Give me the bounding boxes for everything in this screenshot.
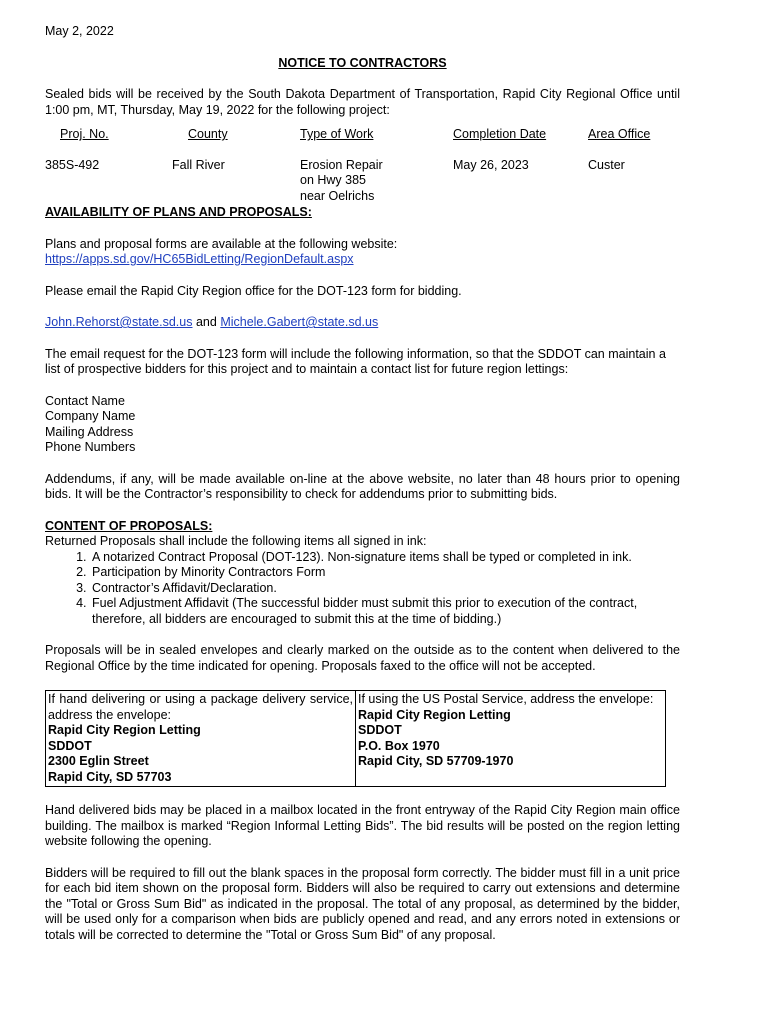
project-col-county <box>172 127 228 173</box>
notice-date: May 2, 2022 <box>45 24 114 38</box>
project-col-area-office <box>588 127 650 173</box>
required-item: 3. Contractor’s Affidavit/Declaration. <box>90 581 680 597</box>
header-type-of-work: Type of Work <box>300 127 374 141</box>
header-area-office: Area Office <box>588 127 651 141</box>
email-contacts <box>45 315 680 331</box>
intro-paragraph: Sealed bids will be received by the South Dakota Department of Transportation, Rapid City Regional Office until 1:00 pm, MT, Thursday, May 19, 2022 for the following project: <box>45 87 680 117</box>
address-line: 2300 Eglin Street <box>48 754 149 768</box>
value-proj-no: 385S-492 <box>45 157 100 172</box>
content-heading: CONTENT OF PROPOSALS: <box>45 518 213 533</box>
required-item: 1. A notarized Contract Proposal (DOT-123). Non-signature items shall be typed or completed in ink. <box>90 550 680 566</box>
header-county: County <box>188 127 228 141</box>
header-proj-no: Proj. No. <box>60 127 109 141</box>
addendums-paragraph: Addendums, if any, will be made available on-line at the above website, no later than 48 hours prior to opening bids. It will be the Contractor’s responsibility to check for addendums prior to submitting bids. <box>45 471 680 501</box>
address-line: P.O. Box 1970 <box>358 738 440 753</box>
envelope-address-table <box>45 690 666 787</box>
address-line: SDDOT <box>48 738 92 753</box>
postal-service-cell <box>356 691 666 787</box>
contact-field-item: Company Name <box>45 409 136 423</box>
value-completion-date: May 26, 2023 <box>453 157 529 172</box>
website-text: Plans and proposal forms are available at the following website: <box>45 236 398 251</box>
contact-field-item: Contact Name <box>45 393 125 408</box>
contact-fields-list <box>45 394 680 456</box>
address-line: Rapid City Region Letting <box>48 723 201 737</box>
address-line: Rapid City Region Letting <box>358 707 511 722</box>
header-completion-date: Completion Date <box>453 127 547 141</box>
email-link-rehorst[interactable]: John.Rehorst@state.sd.us <box>45 315 193 329</box>
postal-service-note: If using the US Postal Service, address the envelope: <box>358 692 654 706</box>
email-link-gabert[interactable]: Michele.Gabert@state.sd.us <box>220 315 379 329</box>
required-item: 2. Participation by Minority Contractors Form <box>90 565 680 581</box>
required-items-list <box>45 550 680 628</box>
address-line: SDDOT <box>358 723 402 737</box>
value-type-of-work <box>300 158 383 205</box>
contact-field-item: Phone Numbers <box>45 440 136 454</box>
project-table <box>45 127 680 203</box>
info-request-paragraph: The email request for the DOT-123 form will include the following information, so that the SDDOT can maintain a list of prospective bidders for this project and to maintain a contact list for future region lettings: <box>45 346 666 376</box>
region-letting-link[interactable]: https://apps.sd.gov/HC65BidLetting/RegionDefault.aspx <box>45 252 354 266</box>
availability-heading: AVAILABILITY OF PLANS AND PROPOSALS: <box>45 205 312 219</box>
hand-delivery-cell <box>46 691 356 787</box>
notice-title <box>45 56 680 72</box>
bidders-paragraph: Bidders will be required to fill out the blank spaces in the proposal form correctly. The bidder must fill in a unit price for each bid item shown on the proposal form. Bidders will also be required to carry out extensions and determine the "Total or Gross Sum Bid" as indicated in the proposal. The total of any proposal, as determined by the bidder, will be used only for a comparison when bids are publicly opened and read, and any errors noted in extensions or totals will be corrected to determine the "Total or Gross Sum Bid" of any proposal. <box>45 865 680 942</box>
contact-field-item: Mailing Address <box>45 424 134 439</box>
type-of-work-line: Erosion Repair <box>300 157 383 172</box>
required-item: 4. Fuel Adjustment Affidavit (The successful bidder must submit this prior to execution of the contract, therefore, all bidders are encouraged to submit this at the time of bidding.) <box>90 596 680 627</box>
project-col-type-of-work <box>300 127 383 204</box>
type-of-work-line: near Oelrichs <box>300 188 375 203</box>
sealed-envelopes-paragraph: Proposals will be in sealed envelopes and clearly marked on the outside as to the content when delivered to the Regional Office by the time indicated for opening. Proposals faxed to the office will not be accepted. <box>45 643 680 673</box>
project-col-completion-date <box>453 127 546 173</box>
project-col-proj-no <box>45 127 109 173</box>
document-page <box>45 24 680 943</box>
address-line: Rapid City, SD 57709-1970 <box>358 754 514 768</box>
type-of-work-line: on Hwy 385 <box>300 173 367 187</box>
hand-delivery-note: If hand delivering or using a package delivery service, address the envelope: <box>48 692 353 722</box>
content-intro: Returned Proposals shall include the following items all signed in ink: <box>45 534 427 548</box>
email-request-text: Please email the Rapid City Region office for the DOT-123 form for bidding. <box>45 283 462 298</box>
hand-delivered-paragraph: Hand delivered bids may be placed in a mailbox located in the front entryway of the Rapid City Region main office building. The mailbox is marked “Region Informal Letting Bids”. The bid results will be posted on the region letting website following the opening. <box>45 803 680 848</box>
value-county: Fall River <box>172 157 225 172</box>
notice-title-text: NOTICE TO CONTRACTORS <box>278 55 447 70</box>
address-line: Rapid City, SD 57703 <box>48 769 172 784</box>
email-and-text: and <box>192 315 221 329</box>
value-area-office: Custer <box>588 157 625 172</box>
